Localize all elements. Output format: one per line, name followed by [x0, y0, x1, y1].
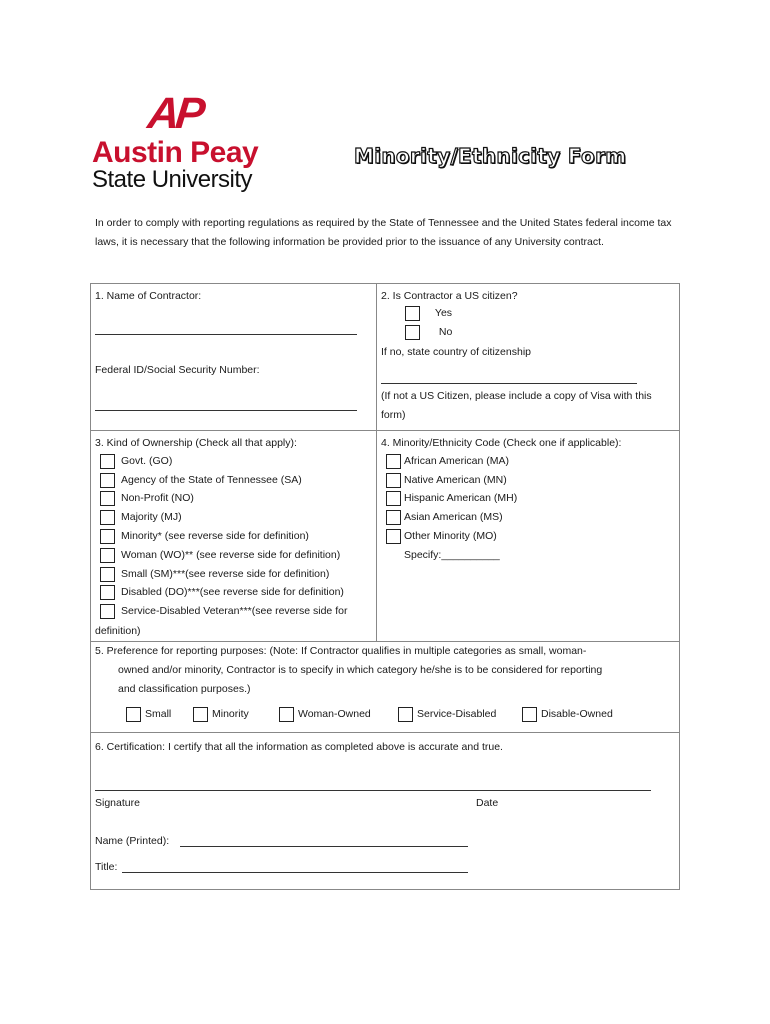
ownership-checkbox-service-disabled-veteran[interactable]: [100, 604, 115, 619]
ownership-checkbox-non-profit[interactable]: [100, 491, 115, 506]
ethnicity-checkbox-other-minority[interactable]: [386, 529, 401, 544]
university-logo-name: Austin Peay: [92, 136, 259, 169]
ownership-checkbox-small[interactable]: [100, 567, 115, 582]
ethnicity-option-label: Other Minority (MO): [404, 530, 497, 543]
ethnicity-checkbox-native-american[interactable]: [386, 473, 401, 488]
visa-note-line1: (If not a US Citizen, please include a copy of Visa with this: [381, 390, 652, 402]
country-citizenship-label: If no, state country of citizenship: [381, 346, 531, 358]
ethnicity-option-label: Native American (MN): [404, 474, 507, 487]
university-logo-mark: AP: [145, 89, 204, 138]
preference-checkbox-minority[interactable]: [193, 707, 208, 722]
certification-statement: 6. Certification: I certify that all the information as completed above is accurate and true.: [95, 741, 503, 753]
ethnicity-option-label: African American (MA): [404, 455, 510, 468]
ownership-checkbox-state-agency[interactable]: [100, 473, 115, 488]
contractor-name-label: 1. Name of Contractor:: [95, 290, 202, 302]
ownership-option-label: Service-Disabled Veteran***(see reverse side for: [121, 605, 348, 618]
citizen-no-label: No: [438, 326, 453, 339]
ownership-option-label: Govt. (GO): [121, 455, 173, 468]
preference-option-label: Service-Disabled: [417, 708, 497, 721]
ethnicity-checkbox-asian-american[interactable]: [386, 510, 401, 525]
date-label: Date: [476, 797, 499, 809]
federal-id-label: Federal ID/Social Security Number:: [95, 364, 260, 376]
ownership-checkbox-minority[interactable]: [100, 529, 115, 544]
visa-note-line2: form): [381, 409, 406, 421]
title-label: Title:: [95, 861, 118, 873]
ethnicity-checkbox-african-american[interactable]: [386, 454, 401, 469]
preference-option-label: Small: [145, 708, 172, 721]
ownership-option-label: Disabled (DO)***(see reverse side for definition): [121, 586, 344, 599]
ownership-label: 3. Kind of Ownership (Check all that apply):: [95, 437, 297, 449]
ethnicity-option-label: Hispanic American (MH): [404, 492, 518, 505]
signature-line[interactable]: [95, 790, 651, 791]
divider-row3: [90, 732, 679, 733]
preference-text-line1: 5. Preference for reporting purposes: (Note: If Contractor qualifies in multiple categories as small, woman-: [95, 645, 587, 657]
preference-text-line3: and classification purposes.): [118, 683, 251, 695]
form-title: Minority/Ethnicity Form: [354, 144, 627, 168]
divider-row1: [90, 430, 679, 431]
ownership-option-label: Majority (MJ): [121, 511, 182, 524]
ownership-option-wrap: definition): [95, 625, 141, 637]
ownership-checkbox-woman[interactable]: [100, 548, 115, 563]
ownership-option-label: Non-Profit (NO): [121, 492, 194, 505]
ownership-checkbox-disabled[interactable]: [100, 585, 115, 600]
ownership-option-label: Woman (WO)** (see reverse side for definition): [121, 549, 341, 562]
ethnicity-option-label: Asian American (MS): [404, 511, 503, 524]
ownership-checkbox-majority[interactable]: [100, 510, 115, 525]
intro-paragraph: In order to comply with reporting regulations as required by the State of Tennessee and the United States federal income tax laws, it is necessary that the following information be provided prior to the issuance of any University contract.: [95, 217, 672, 248]
university-logo-subtitle: State University: [92, 166, 253, 193]
preference-text-line2: owned and/or minority, Contractor is to specify in which category he/she is to be considered for reporting: [118, 664, 603, 676]
citizen-yes-label: Yes: [434, 307, 453, 320]
federal-id-field[interactable]: [95, 410, 357, 411]
contractor-name-field[interactable]: [95, 334, 357, 335]
ownership-option-label: Minority* (see reverse side for definition): [121, 530, 309, 543]
citizen-no-checkbox[interactable]: [405, 325, 420, 340]
ethnicity-code-label: 4. Minority/Ethnicity Code (Check one if applicable):: [381, 437, 622, 449]
divider-row2: [90, 641, 679, 642]
preference-checkbox-service-disabled[interactable]: [398, 707, 413, 722]
ownership-checkbox-govt[interactable]: [100, 454, 115, 469]
country-citizenship-field[interactable]: [381, 383, 637, 384]
ownership-option-label: Small (SM)***(see reverse side for definition): [121, 568, 330, 581]
name-printed-label: Name (Printed):: [95, 835, 170, 847]
title-field[interactable]: [122, 872, 468, 873]
name-printed-field[interactable]: [180, 846, 468, 847]
us-citizen-label: 2. Is Contractor a US citizen?: [381, 290, 518, 302]
citizen-yes-checkbox[interactable]: [405, 306, 420, 321]
column-divider: [376, 283, 377, 641]
preference-checkbox-disable-owned[interactable]: [522, 707, 537, 722]
preference-option-label: Woman-Owned: [298, 708, 371, 721]
ethnicity-specify-field[interactable]: Specify:__________: [404, 549, 500, 561]
preference-checkbox-small[interactable]: [126, 707, 141, 722]
preference-option-label: Minority: [212, 708, 249, 721]
preference-checkbox-woman-owned[interactable]: [279, 707, 294, 722]
signature-label: Signature: [95, 797, 140, 809]
ownership-option-label: Agency of the State of Tennessee (SA): [121, 474, 302, 487]
ethnicity-checkbox-hispanic-american[interactable]: [386, 491, 401, 506]
preference-option-label: Disable-Owned: [541, 708, 613, 721]
